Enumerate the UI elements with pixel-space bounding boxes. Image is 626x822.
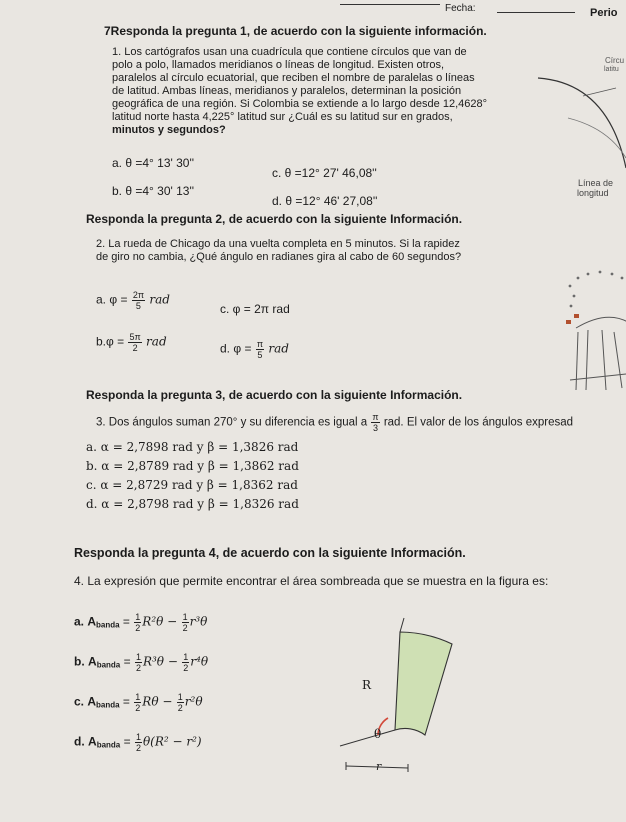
q4-d-area-symbol: A — [88, 734, 97, 749]
globe-outline — [538, 78, 626, 168]
q1-option-a[interactable]: a. θ =4° 13' 30'' — [112, 156, 195, 170]
q2-d-unit: rad — [268, 341, 289, 356]
q1-line: polo a polo, llamados meridianos o líneas de longitud. Existen otros, — [112, 59, 445, 71]
q2-option-d[interactable] — [220, 339, 289, 360]
q4-d-half: $\frac{1}{2}$ — [135, 732, 141, 753]
q2-d-fraction: $\frac{\pi}{5}$ — [256, 339, 264, 360]
q2-b-unit: rad — [146, 334, 167, 349]
q2-body — [96, 238, 461, 264]
q4-b-letter: b. — [74, 654, 85, 669]
q1-line: latitud norte hasta 4,225° latitud sur ¿Cuál es su latitud sur en grados, — [112, 111, 453, 123]
q4-a-term-2: r³θ — [189, 614, 208, 629]
q3-option-c[interactable]: c. α = 2,8729 rad y β = 1,8362 rad — [86, 478, 298, 492]
q3-body-suffix: rad. El valor de los ángulos expresad — [383, 416, 574, 429]
ferris-wheel-cabins — [566, 314, 579, 324]
q3-option-d[interactable]: d. α = 2,8798 rad y β = 1,8326 rad — [86, 497, 299, 511]
q3-heading: Responda la pregunta 3, de acuerdo con la siguiente Información. — [86, 388, 463, 402]
q4-heading: Responda la pregunta 4, de acuerdo con la siguiente Información. — [74, 546, 466, 560]
q4-b-term-2: r⁴θ — [190, 654, 209, 669]
q3-body — [96, 412, 573, 433]
q4-option-b[interactable]: b. $A_{banda}$ = $\frac{1}{2}$ R³θ − $\frac{1}{2}$ r⁴θ — [74, 652, 209, 673]
q1-line: minutos y segundos? — [112, 124, 226, 136]
q4-c-area-symbol: A — [87, 694, 97, 709]
q4-c-sub: banda — [96, 700, 120, 710]
annulus-sector-figure — [340, 618, 470, 778]
q3-option-b[interactable]: b. α = 2,8789 rad y β = 1,3862 rad — [86, 459, 299, 473]
q4-b-area-symbol: A — [88, 654, 97, 669]
q4-a-letter: a. — [74, 614, 85, 629]
q4-b-term-1: R³θ − — [142, 654, 178, 669]
fecha-label: Fecha: — [445, 3, 476, 14]
q2-a-fraction: $\frac{2\pi}{5}$ — [132, 290, 145, 311]
label-R: R — [362, 678, 372, 692]
q4-b-sub: banda — [96, 660, 121, 670]
q2-option-b[interactable] — [96, 332, 167, 353]
globe-label-bottom1: Línea de — [578, 178, 614, 188]
q1-line: paralelos al círculo ecuatorial, que reciben el nombre de paralelas o líneas — [112, 72, 475, 84]
q4-option-d[interactable]: d. $A_{banda}$ = $\frac{1}{2}$ θ(R² − r²) — [74, 732, 202, 753]
q1-option-d[interactable]: d. θ =12° 46' 27,08'' — [272, 194, 378, 208]
q1-line: geográfica de una región. Si Colombia se extiende a lo largo desde 12,4628° — [112, 98, 487, 110]
q4-d-term: θ(R² − r²) — [142, 734, 202, 749]
globe-figure — [538, 58, 626, 188]
q4-a-half-1: $\frac{1}{2}$ — [135, 612, 141, 633]
q4-c-letter: c. — [74, 694, 85, 709]
header-top-line — [340, 4, 440, 5]
q2-b-fraction: $\frac{5\pi}{2}$ — [129, 332, 141, 353]
latitude-pointer — [583, 88, 616, 96]
ferris-wheel-rim — [569, 271, 624, 308]
radius-side-left — [340, 730, 395, 746]
q1-body — [112, 46, 532, 137]
q2-a-unit: rad — [149, 292, 170, 307]
q4-b-half-2: $\frac{1}{2}$ — [183, 652, 189, 673]
q2-b-prefix: b.φ = — [96, 334, 125, 349]
q2-d-prefix: d. φ = — [220, 341, 252, 356]
q1-line: de latitud. Ambas líneas, meridianos y paralelos, determinan la posición — [112, 85, 462, 97]
q4-option-a[interactable]: a. $A_{banda}$ = $\frac{1}{2}$ R²θ − $\frac{1}{2}$ r³θ — [74, 612, 208, 633]
q4-option-c[interactable]: c. $A_{banda}$ = $\frac{1}{2}$ Rθ − $\frac{1}{2}$ r²θ — [74, 692, 203, 713]
fecha-line — [497, 12, 575, 13]
q3-option-a[interactable]: a. α = 2,7898 rad y β = 1,3826 rad — [86, 440, 299, 454]
q2-a-prefix: a. φ = — [96, 292, 128, 307]
label-theta: θ — [374, 727, 382, 741]
q4-c-term-1: Rθ − — [142, 694, 173, 709]
q4-a-area-symbol: A — [87, 614, 97, 629]
q4-d-letter: d. — [74, 734, 85, 749]
ferris-wheel-figure — [566, 270, 626, 400]
q4-d-sub: banda — [96, 740, 121, 750]
label-r: r — [376, 760, 382, 773]
q4-b-half-1: $\frac{1}{2}$ — [135, 652, 141, 673]
q2-option-a[interactable] — [96, 290, 170, 311]
q3-body-prefix: 3. Dos ángulos suman 270° y su diferencia es igual a — [96, 416, 368, 429]
q1-heading: 7Responda la pregunta 1, de acuerdo con la siguiente información. — [104, 24, 487, 38]
q2-option-c[interactable]: c. φ = 2π rad — [220, 302, 290, 316]
globe-label-top: Círcu — [605, 56, 625, 65]
periodo-label: Perio — [590, 7, 618, 19]
q3-body-fraction: $\frac{\pi}{3}$ — [372, 412, 379, 433]
q4-a-half-2: $\frac{1}{2}$ — [182, 612, 188, 633]
q2-line: 2. La rueda de Chicago da una vuelta completa en 5 minutos. Si la rapidez — [96, 238, 460, 250]
q1-option-c[interactable]: c. θ =12° 27' 46,08'' — [272, 166, 377, 180]
ferris-wheel-spokes — [570, 317, 626, 390]
globe-label-top2: latitu — [604, 66, 619, 73]
q4-a-term-1: R²θ − — [142, 614, 178, 629]
q1-option-b[interactable]: b. θ =4° 30' 13'' — [112, 184, 195, 198]
top-tick — [400, 618, 404, 632]
q4-a-sub: banda — [96, 620, 120, 630]
q2-heading: Responda la pregunta 2, de acuerdo con la siguiente Información. — [86, 212, 463, 226]
q4-body: 4. La expresión que permite encontrar el área sombreada que se muestra en la figura es: — [74, 574, 549, 588]
globe-label-bottom2: longitud — [577, 188, 609, 198]
shaded-band — [395, 632, 452, 735]
q4-c-half-1: $\frac{1}{2}$ — [135, 692, 141, 713]
q4-c-term-2: r²θ — [184, 694, 203, 709]
q4-c-half-2: $\frac{1}{2}$ — [177, 692, 183, 713]
q2-line: de giro no cambia, ¿Qué ángulo en radianes gira al cabo de 60 segundos? — [96, 251, 462, 263]
q1-line: 1. Los cartógrafos usan una cuadrícula que contiene círculos que van de — [112, 46, 467, 58]
